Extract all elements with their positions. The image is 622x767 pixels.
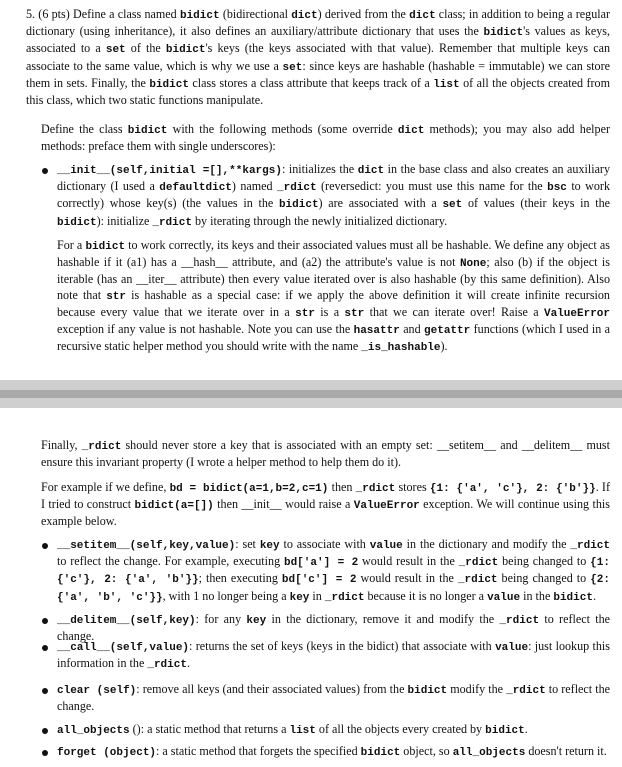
bullet-icon [42, 618, 48, 624]
bullet-icon [42, 728, 48, 734]
invariant-paragraph: Finally, _rdict should never store a key that is associated with an empty set: __setitem__ and __delitem__ must ensure this invariant property (I wrote a helper method to help them do it). [41, 438, 610, 470]
all-objects-method-item: all_objects (): a static method that returns a list of all the objects every created by bidict. [57, 722, 528, 737]
bullet-icon [42, 543, 48, 549]
bullet-icon [42, 168, 48, 174]
init-method-item: __init__(self,initial =[],**kargs): initializes the dict in the base class and also creates an auxiliary dictionary (I used a defaultdict) named _rdict (reversedict: you must use this name for the bsc to work correctly) whose key(s) (the values in the bidict) are associated with a set of values (their keys in the bidict): initialize _rdict by iterating through the newly initialized dictionary. [57, 162, 611, 229]
example-paragraph: For example if we define, bd = bidict(a=1,b=2,c=1) then _rdict stores {1: {'a', 'c'}, 2: {'b'}}. If I tried to construct bidict(a=[]) then __init__ would raise a ValueError exception. We will continue using this example below. [41, 480, 610, 529]
bullet-icon [42, 688, 48, 694]
bullet-icon [42, 750, 48, 756]
methods-section [0, 408, 622, 767]
hashable-paragraph: For a bidict to work correctly, its keys and their associated values must all be hashable. We define any object as hashable if it (a1) has a __hash__ attribute, and (a2) the attribute's value is not None; also (b) if the object is iterable (has an __iter__ attribute) then every value iterated over is also hashable (by this same definition). Also note that str is hashable as a special case: if we apply the above definition it will create infinite recursion because every value that we iterate over in a str is a str that we can iterate over! Raise a ValueError exception if any value is not hashable. Note you can use the hasattr and getattr functions (which I used in a recursive static helper method you should write with the name _is_hashable). [57, 238, 611, 355]
clear-method-item: clear (self): remove all keys (and their associated values) from the bidict modify the _rdict to reflect the change. [57, 682, 611, 714]
delitem-method-item: __delitem__(self,key): for any key in the dictionary, remove it and modify the _rdict to reflect the change. [57, 612, 610, 644]
define-paragraph: Define the class bidict with the following methods (some override dict methods); you may also add helper methods: preface them with single underscores): [41, 122, 610, 154]
intro-paragraph: 5. (6 pts) Define a class named bidict (bidirectional dict) derived from the dict class; in addition to being a regular dictionary (using inheritance), it also defines an auxiliary/attribute dictionary that uses the bidict's values as keys, associated to a set of the bidict's keys (the keys associated with that value). Remember that multiple keys can associate to the same value, which is why we use a set: since keys are hashable (hashable = immutable) we can store them in sets. Finally, the bidict class stores a class attribute that keeps track of a list of all the objects created from this class, which two static functions manipulate. [26, 7, 611, 108]
forget-method-item: forget (object): a static method that forgets the specified bidict object, so all_objects doesn't return it. [57, 744, 607, 759]
setitem-method-item: __setitem__(self,key,value): set key to associate with value in the dictionary and modify the _rdict to reflect the change. For example, executing bd['a'] = 2 would result in the _rdict being changed to {1: {'c'}, 2: {'a', 'b'}}; then executing bd['c'] = 2 would result in the _rdict being changed to {2: {'a', 'b', 'c'}}, with 1 no longer being a key in _rdict because it is no longer a value in the bidict. [57, 537, 611, 604]
call-method-item: __call__(self,value): returns the set of keys (keys in the bidict) that associate with value: just lookup this information in the _rdict. [57, 639, 610, 672]
section-divider [0, 380, 622, 408]
problem-statement-section [0, 0, 622, 380]
bullet-icon [42, 645, 48, 651]
